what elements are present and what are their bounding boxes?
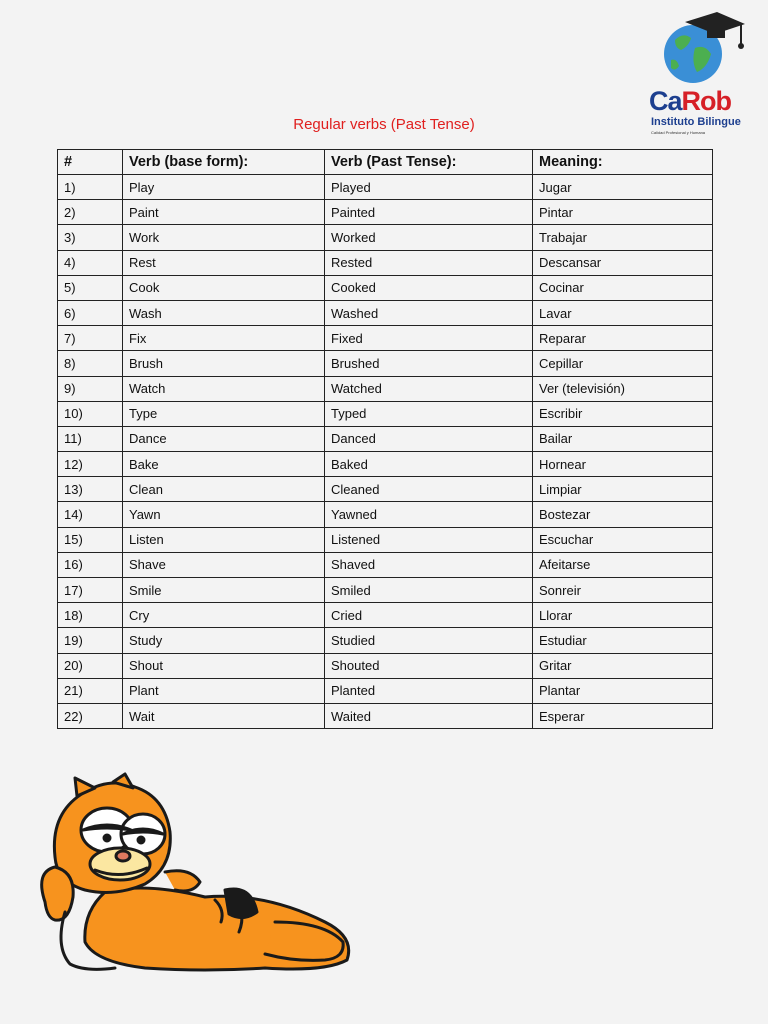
table-row [58, 678, 713, 703]
table-row [58, 200, 713, 225]
cell-meaning: Plantar [533, 678, 713, 703]
cell-number: 18) [58, 603, 123, 628]
cell-number: 3) [58, 225, 123, 250]
table-row [58, 175, 713, 200]
cell-past-tense: Painted [325, 200, 533, 225]
cell-meaning: Escuchar [533, 527, 713, 552]
cell-meaning: Limpiar [533, 477, 713, 502]
cell-meaning: Bailar [533, 426, 713, 451]
cell-meaning: Cepillar [533, 351, 713, 376]
cell-base-form: Bake [123, 452, 325, 477]
cell-past-tense: Brushed [325, 351, 533, 376]
cell-past-tense: Shaved [325, 552, 533, 577]
cell-meaning: Escribir [533, 401, 713, 426]
table-row [58, 376, 713, 401]
cell-past-tense: Typed [325, 401, 533, 426]
cell-past-tense: Worked [325, 225, 533, 250]
table-row [58, 300, 713, 325]
cell-number: 7) [58, 326, 123, 351]
cell-number: 22) [58, 703, 123, 728]
cell-past-tense: Studied [325, 628, 533, 653]
table-row [58, 502, 713, 527]
cell-base-form: Play [123, 175, 325, 200]
cell-meaning: Sonreir [533, 578, 713, 603]
cell-past-tense: Smiled [325, 578, 533, 603]
cell-number: 17) [58, 578, 123, 603]
cell-base-form: Yawn [123, 502, 325, 527]
cell-past-tense: Washed [325, 300, 533, 325]
column-header-base-form: Verb (base form): [123, 150, 325, 175]
cell-base-form: Type [123, 401, 325, 426]
table-row [58, 326, 713, 351]
cell-base-form: Dance [123, 426, 325, 451]
cell-number: 9) [58, 376, 123, 401]
cell-meaning: Reparar [533, 326, 713, 351]
table-row [58, 628, 713, 653]
cell-past-tense: Shouted [325, 653, 533, 678]
cell-number: 14) [58, 502, 123, 527]
cell-past-tense: Listened [325, 527, 533, 552]
cell-meaning: Afeitarse [533, 552, 713, 577]
cell-number: 20) [58, 653, 123, 678]
table-header-row [58, 150, 713, 175]
cell-past-tense: Baked [325, 452, 533, 477]
cell-number: 16) [58, 552, 123, 577]
cell-base-form: Fix [123, 326, 325, 351]
cell-past-tense: Cooked [325, 275, 533, 300]
cell-past-tense: Danced [325, 426, 533, 451]
cell-base-form: Watch [123, 376, 325, 401]
cell-meaning: Llorar [533, 603, 713, 628]
cell-number: 4) [58, 250, 123, 275]
column-header-past-tense: Verb (Past Tense): [325, 150, 533, 175]
table-row [58, 527, 713, 552]
cell-past-tense: Yawned [325, 502, 533, 527]
table-body [58, 175, 713, 729]
cell-meaning: Descansar [533, 250, 713, 275]
cell-base-form: Rest [123, 250, 325, 275]
cell-number: 19) [58, 628, 123, 653]
cell-base-form: Work [123, 225, 325, 250]
logo-brand: CaRob [649, 86, 731, 116]
garfield-cat-illustration [25, 772, 360, 982]
cell-number: 21) [58, 678, 123, 703]
cell-base-form: Paint [123, 200, 325, 225]
cell-base-form: Cook [123, 275, 325, 300]
table-row [58, 703, 713, 728]
table-row [58, 250, 713, 275]
table-row [58, 275, 713, 300]
cell-meaning: Trabajar [533, 225, 713, 250]
cell-past-tense: Watched [325, 376, 533, 401]
verbs-table [57, 149, 713, 729]
table-row [58, 452, 713, 477]
cell-meaning: Gritar [533, 653, 713, 678]
cell-number: 5) [58, 275, 123, 300]
cell-base-form: Plant [123, 678, 325, 703]
cell-meaning: Bostezar [533, 502, 713, 527]
table-row [58, 426, 713, 451]
cell-meaning: Pintar [533, 200, 713, 225]
cell-meaning: Esperar [533, 703, 713, 728]
table-row [58, 552, 713, 577]
cell-number: 11) [58, 426, 123, 451]
cell-base-form: Wait [123, 703, 325, 728]
cell-number: 1) [58, 175, 123, 200]
cell-base-form: Clean [123, 477, 325, 502]
cell-past-tense: Cleaned [325, 477, 533, 502]
table-row [58, 578, 713, 603]
logo-tagline: Calidad Profesional y Humana [651, 130, 706, 135]
cell-number: 15) [58, 527, 123, 552]
cell-number: 8) [58, 351, 123, 376]
cell-past-tense: Waited [325, 703, 533, 728]
table-row [58, 225, 713, 250]
page-title: Regular verbs (Past Tense) [293, 116, 475, 133]
table-row [58, 351, 713, 376]
cell-past-tense: Planted [325, 678, 533, 703]
column-header-number: # [58, 150, 123, 175]
cell-meaning: Lavar [533, 300, 713, 325]
cell-meaning: Ver (televisión) [533, 376, 713, 401]
cell-number: 10) [58, 401, 123, 426]
cell-number: 13) [58, 477, 123, 502]
table-row [58, 603, 713, 628]
globe-graduation-cap-icon [645, 10, 755, 90]
cell-meaning: Estudiar [533, 628, 713, 653]
cell-past-tense: Played [325, 175, 533, 200]
cell-number: 12) [58, 452, 123, 477]
cell-base-form: Shave [123, 552, 325, 577]
cell-base-form: Cry [123, 603, 325, 628]
cell-past-tense: Cried [325, 603, 533, 628]
logo-subtitle: Instituto Bilingue [651, 116, 741, 128]
cell-base-form: Brush [123, 351, 325, 376]
cell-base-form: Listen [123, 527, 325, 552]
cell-base-form: Study [123, 628, 325, 653]
table-row [58, 477, 713, 502]
cell-past-tense: Fixed [325, 326, 533, 351]
cell-meaning: Cocinar [533, 275, 713, 300]
cell-base-form: Shout [123, 653, 325, 678]
cell-meaning: Hornear [533, 452, 713, 477]
column-header-meaning: Meaning: [533, 150, 713, 175]
table-row [58, 653, 713, 678]
table-row [58, 401, 713, 426]
cell-number: 6) [58, 300, 123, 325]
cell-past-tense: Rested [325, 250, 533, 275]
cell-number: 2) [58, 200, 123, 225]
cell-base-form: Smile [123, 578, 325, 603]
cell-base-form: Wash [123, 300, 325, 325]
cell-meaning: Jugar [533, 175, 713, 200]
